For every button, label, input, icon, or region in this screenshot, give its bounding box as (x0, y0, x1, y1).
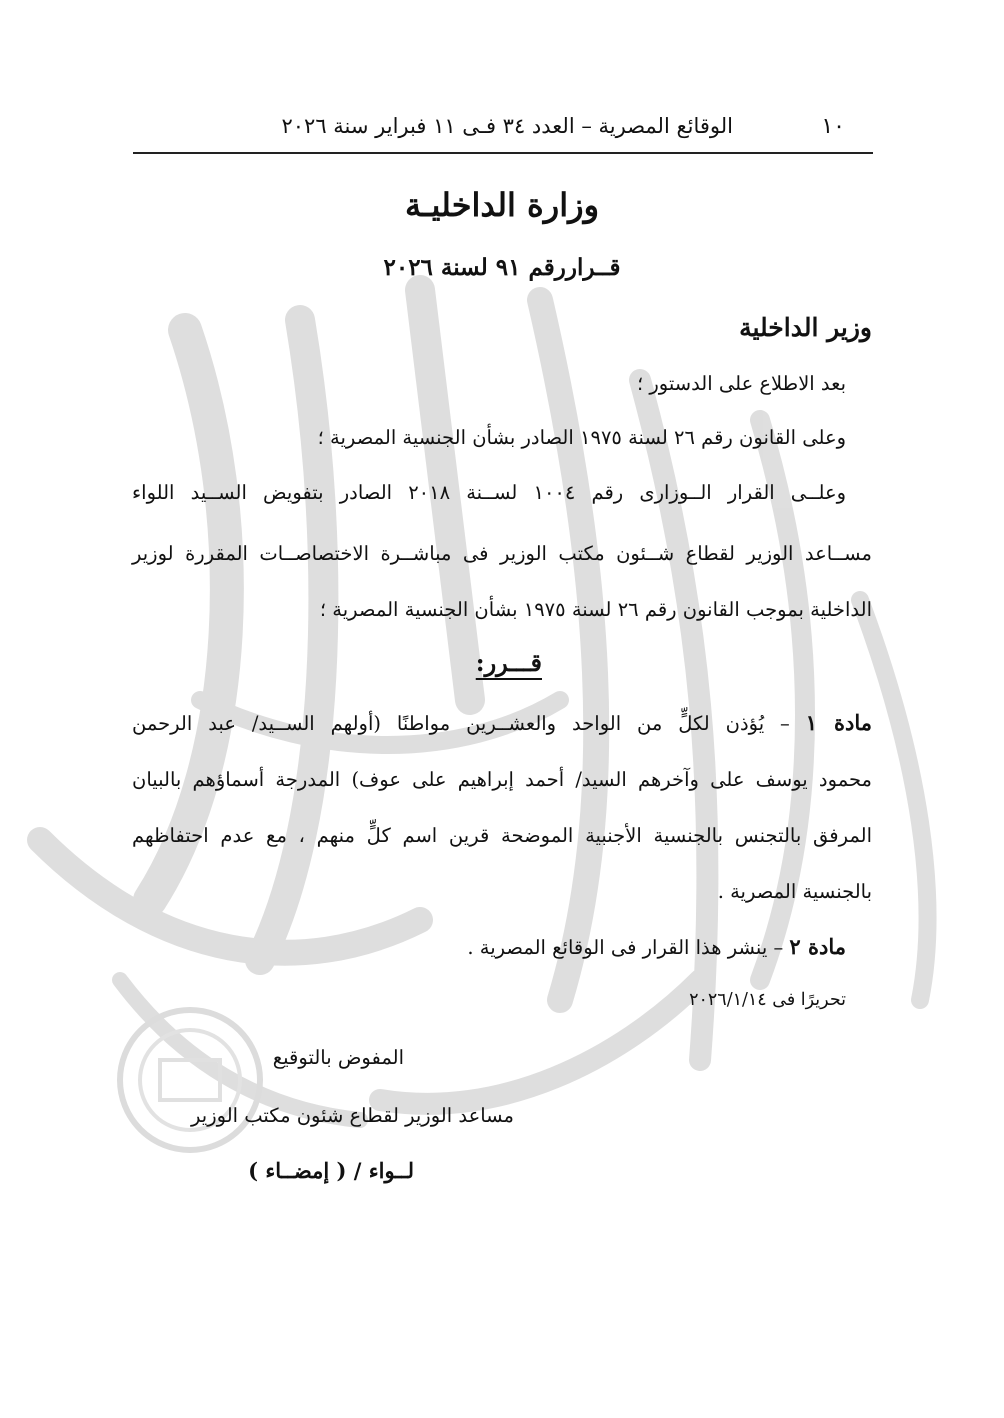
decree-title: قــراررقم ٩١ لسنة ٢٠٢٦ (383, 254, 621, 281)
ministry-title: وزارة الداخليـة (404, 186, 600, 224)
article-1-text: – يُؤذن لكلٍّ من الواحد والعشــرين مواطنًا (أولهم الســيد/ عبد الرحمن (132, 712, 806, 735)
article-1-line (132, 710, 872, 735)
minister-label: وزير الداخلية (739, 313, 872, 342)
signature-position: مساعد الوزير لقطاع شئون مكتب الوزير (191, 1104, 514, 1127)
preamble-line: بعد الاطلاع على الدستور ؛ (636, 372, 846, 395)
running-header (133, 112, 873, 154)
decided-heading: قـــرر: (475, 648, 542, 677)
article-1-label: مادة ١ (805, 710, 873, 735)
publication-line: الوقائع المصرية – العدد ٣٤ فـى ١١ فبراير سنة ٢٠٢٦ (281, 114, 733, 138)
preamble-line: مســاعد الوزير لقطاع شــئون مكتب الوزير فى مباشــرة الاختصاصــات المقررة لوزير (132, 542, 872, 565)
preamble-line: الداخلية بموجب القانون رقم ٢٦ لسنة ١٩٧٥ بشأن الجنسية المصرية ؛ (319, 598, 872, 621)
article-1-line: بالجنسية المصرية . (717, 880, 872, 903)
article-2-text: – ينشر هذا القرار فى الوقائع المصرية . (467, 936, 790, 959)
article-1-line: محمود يوسف على وآخرهم السيد/ أحمد إبراهيم على عوف) المدرجة أسماؤهم بالبيان (132, 768, 872, 791)
preamble-line: وعلــى القرار الــوزارى رقم ١٠٠٤ لســنة ٢٠١٨ الصادر بتفويض الســيد اللواء (132, 481, 846, 504)
preamble-line: وعلى القانون رقم ٢٦ لسنة ١٩٧٥ الصادر بشأن الجنسية المصرية ؛ (317, 426, 846, 449)
article-1-line: المرفق بالتجنس بالجنسية الأجنبية الموضحة قرين اسم كلٍّ منهم ، مع عدم احتفاظهم (132, 824, 872, 847)
article-2-line (467, 934, 846, 959)
signature-delegate: المفوض بالتوقيع (272, 1046, 404, 1069)
date-line: تحريرًا فى ٢٠٢٦/١/١٤ (689, 990, 846, 1010)
page-number: ١٠ (821, 114, 845, 139)
article-2-label: مادة ٢ (789, 934, 846, 959)
signature-rank: لــواء / ( إمضــاء ) (248, 1158, 414, 1183)
